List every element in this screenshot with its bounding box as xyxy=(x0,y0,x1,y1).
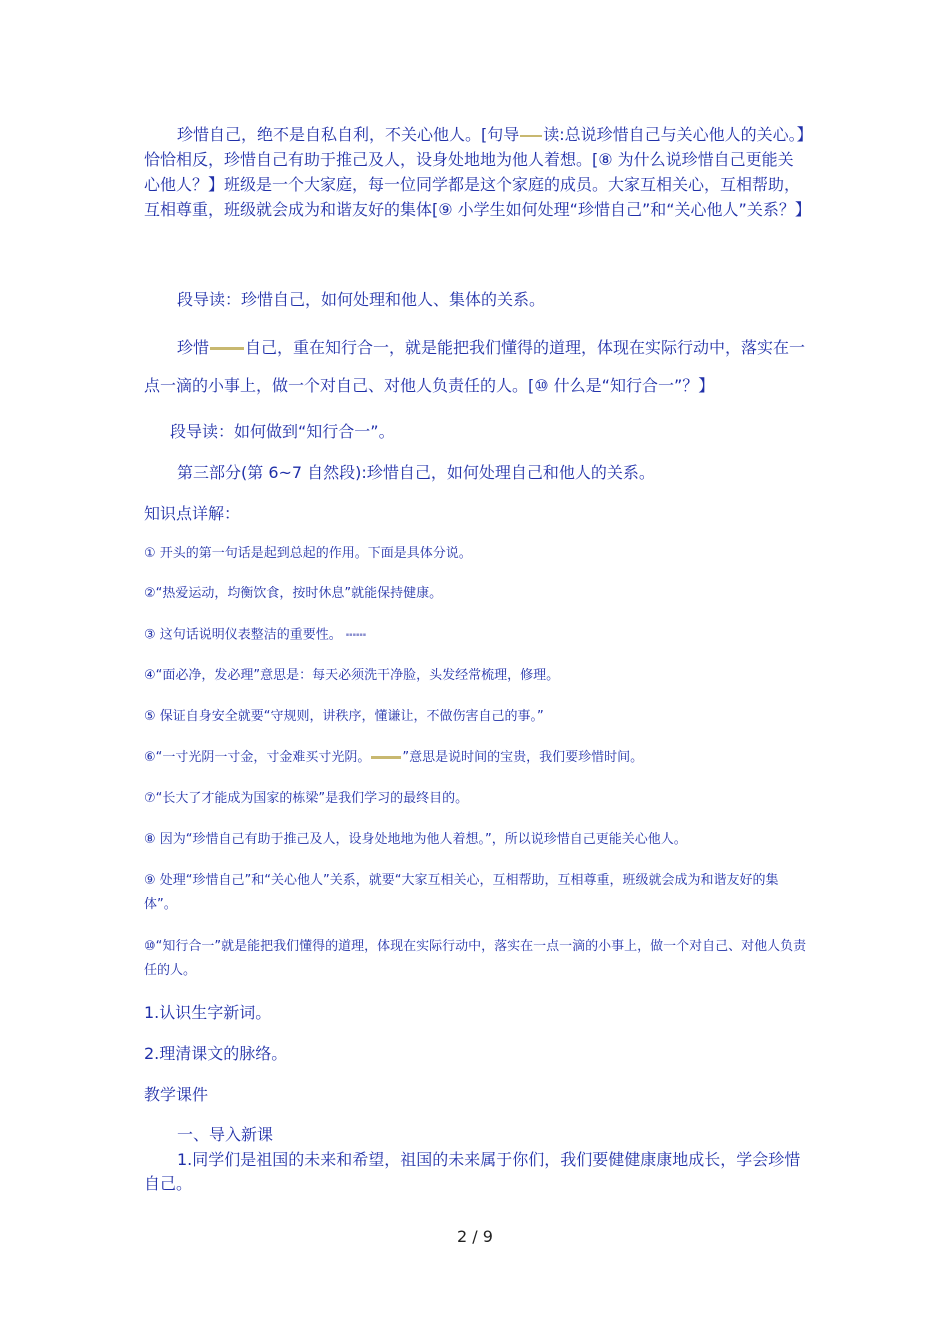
page-number: 2 / 9 xyxy=(457,1227,493,1246)
note-3: ③ 这句话说明仪表整洁的重要性。 ▪▪▪▪▪▪ xyxy=(144,627,367,643)
learning-goal-2: 2.理清课文的脉络。 xyxy=(144,1044,288,1063)
heading-knowledge-points: 知识点详解： xyxy=(144,504,241,523)
paragraph-cherish-self: 珍惜自己，绝不是自私自利，不关心他人。[句导 读:总说珍惜自己与关心他人的关心。】恰恰相反，珍惜自己有助于推己及人，设身处地地为他人着想。[⑧ 为什么说珍惜自己更能关心他人？】班级是一个大家庭，每一位同学都是这个家庭的成员。大家互相关心，互相帮助，互相尊重，班级就会成为和谐友好的集体[⑨ 小学生如何处理“珍惜自己”和“关心他人”关系？】 xyxy=(144,125,811,219)
paragraph-unity-knowledge-action: 珍惜 自己，重在知行合一，就是能把我们懂得的道理，体现在实际行动中，落实在一点一滴的小事上，做一个对自己、对他人负责任的人。[⑩ 什么是“知行合一”？】 xyxy=(144,338,806,395)
heading-courseware: 教学课件 xyxy=(144,1085,209,1104)
note-9: ⑨ 处理“珍惜自己”和“关心他人”关系，就要“大家互相关心，互相帮助，互相尊重，班级就会成为和谐友好的集体”。 xyxy=(144,873,779,912)
blank-underline xyxy=(520,135,542,137)
note-7: ⑦“长大了才能成为国家的栋梁”是我们学习的最终目的。 xyxy=(144,791,469,806)
note-10: ⑩“知行合一”就是能把我们懂得的道理，体现在实际行动中，落实在一点一滴的小事上，做一个对自己、对他人负责任的人。 xyxy=(144,939,807,978)
note-6: ⑥“一寸光阴一寸金，寸金难买寸光阴。 ”意思是说时间的宝贵，我们要珍惜时间。 xyxy=(144,750,644,765)
note-2: ②“热爱运动，均衡饮食，按时休息”就能保持健康。 xyxy=(144,586,443,601)
intro-paragraph: 1.同学们是祖国的未来和希望，祖国的未来属于你们，我们要健健康康地成长，学会珍惜自己。 xyxy=(144,1150,801,1193)
section-intro-heading: 一、导入新课 xyxy=(177,1125,274,1144)
paragraph-guide-1: 段导读：珍惜自己，如何处理和他人、集体的关系。 xyxy=(177,290,546,309)
note-4: ④“面必净，发必理”意思是：每天必须洗干净脸，头发经常梳理，修理。 xyxy=(144,668,560,683)
learning-goal-1: 1.认识生字新词。 xyxy=(144,1003,272,1022)
note-8: ⑧ 因为“珍惜自己有助于推己及人，设身处地地为他人着想。”，所以说珍惜自己更能关心他人。 xyxy=(144,832,687,847)
note-5: ⑤ 保证自身安全就要“守规则，讲秩序，懂谦让，不做伤害自己的事。” xyxy=(144,709,544,724)
blank-underline xyxy=(210,347,244,350)
note-1: ① 开头的第一句话是起到总起的作用。下面是具体分说。 xyxy=(144,546,472,561)
paragraph-guide-2: 段导读：如何做到“知行合一”。 xyxy=(170,422,395,441)
paragraph-part-three: 第三部分(第 6~7 自然段):珍惜自己，如何处理自己和他人的关系。 xyxy=(177,463,655,482)
blank-underline xyxy=(371,756,401,759)
tiny-mark: ▪▪▪▪▪▪ xyxy=(345,632,367,638)
